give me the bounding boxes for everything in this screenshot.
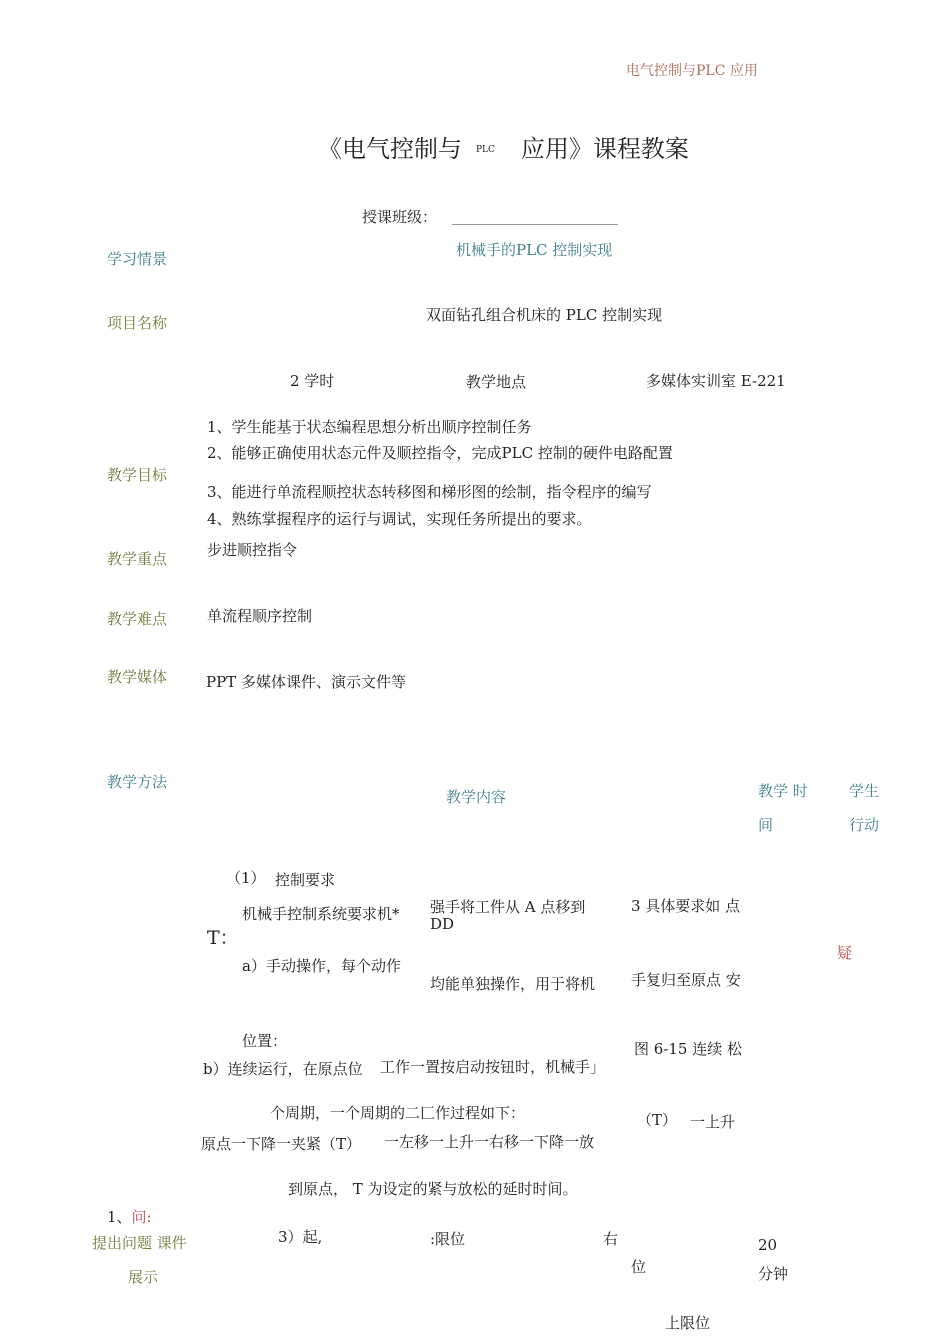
requirement-title: 控制要求 [275, 871, 336, 889]
goals-label: 教学目标 [107, 466, 168, 484]
content-line: 个周期，一个周期的二匚作过程如下： [270, 1104, 526, 1122]
content-line: 右 [603, 1230, 619, 1248]
running-header: 电气控制与PLC 应用 [626, 63, 758, 79]
goal-item: 3、能进行单流程顺控状态转移图和梯形图的绘制，指令程序的编写 [207, 483, 652, 501]
content-line: :限位 [430, 1230, 466, 1248]
requirement-number: （1） [226, 869, 266, 887]
content-line: b）连续运行，在原点位 [203, 1060, 363, 1078]
content-line: 手复归至原点 安 [631, 971, 741, 989]
location-label: 教学地点 [466, 373, 527, 391]
class-label: 授课班级： [362, 208, 438, 226]
difficulty-label: 教学难点 [107, 610, 168, 628]
class-value-line [452, 224, 618, 225]
title-part2: 应用》课程教案 [520, 135, 689, 163]
key-label: 教学重点 [107, 550, 168, 568]
time-unit: 分钟 [758, 1265, 789, 1283]
time-heading-b: 间 [758, 816, 774, 834]
activity-ask: 问: [131, 1208, 152, 1226]
situation-label: 学习情景 [107, 250, 168, 268]
difficulty-value: 单流程顺序控制 [207, 607, 313, 625]
location-value: 多媒体实训室 E-221 [646, 372, 786, 390]
content-heading: 教学内容 [446, 788, 507, 806]
content-line: 一左移一上升一右移一下降一放 [384, 1133, 595, 1151]
content-line: 机械手控制系统要求机* [242, 905, 400, 923]
activity-line: 展示 [128, 1268, 159, 1286]
content-line: a）手动操作，每个动作 [242, 957, 401, 975]
project-value: 双面钻孔组合机床的 PLC 控制实现 [426, 306, 663, 324]
content-line: 位置： [242, 1032, 288, 1050]
content-line: 3）起, [278, 1228, 323, 1246]
media-label: 教学媒体 [107, 668, 168, 686]
document-title [318, 137, 689, 161]
time-heading-a: 教学 时 [758, 782, 808, 800]
activity-num: 1、 [107, 1208, 132, 1226]
activity-line: 提出问题 课件 [92, 1234, 187, 1252]
time-value: 20 [758, 1236, 778, 1254]
content-line: 原点一下降一夹紧（T） [201, 1135, 362, 1153]
content-line: 上限位 [665, 1314, 711, 1332]
content-line: 工作一置按启动按钮时，机械手」 [380, 1058, 606, 1076]
content-line: 位 [631, 1258, 647, 1276]
t-mark: T： [207, 927, 239, 949]
activity-number [107, 1210, 152, 1225]
situation-value: 机械手的PLC 控制实现 [456, 241, 613, 259]
content-line-cut: DD [430, 915, 455, 933]
student-heading-a: 学生 [849, 782, 880, 800]
class-hours: 2 学时 [290, 372, 335, 390]
content-line: 强手将工件从 A 点移到 [430, 898, 586, 916]
title-small: PLC [476, 145, 495, 155]
content-line: 一上升 [690, 1113, 736, 1131]
goal-item: 4、熟练掌握程序的运行与调试，实现任务所提出的要求。 [207, 510, 592, 528]
title-part1: 《电气控制与 [318, 135, 462, 163]
key-value: 步进顺控指令 [207, 541, 298, 559]
doubt-mark: 疑 [837, 944, 853, 962]
content-line: 到原点， T 为设定的紧与放松的延时时间。 [288, 1180, 578, 1198]
content-line: 3 具体要求如 点 [631, 897, 741, 915]
cut-text-wrap [430, 915, 470, 933]
student-heading-b: 行动 [849, 816, 880, 834]
content-line: 均能单独操作，用于将机 [430, 975, 596, 993]
method-label: 教学方法 [107, 773, 168, 791]
content-line: 图 6-15 连续 松 [634, 1040, 743, 1058]
goal-item: 2、能够正确使用状态元件及顺控指令，完成PLC 控制的硬件电路配置 [207, 444, 673, 462]
project-label: 项目名称 [107, 314, 168, 332]
goal-item: 1、学生能基于状态编程思想分析出顺序控制任务 [207, 418, 532, 436]
media-value: PPT 多媒体课件、演示文件等 [206, 673, 406, 691]
content-line: （T） [637, 1111, 678, 1129]
